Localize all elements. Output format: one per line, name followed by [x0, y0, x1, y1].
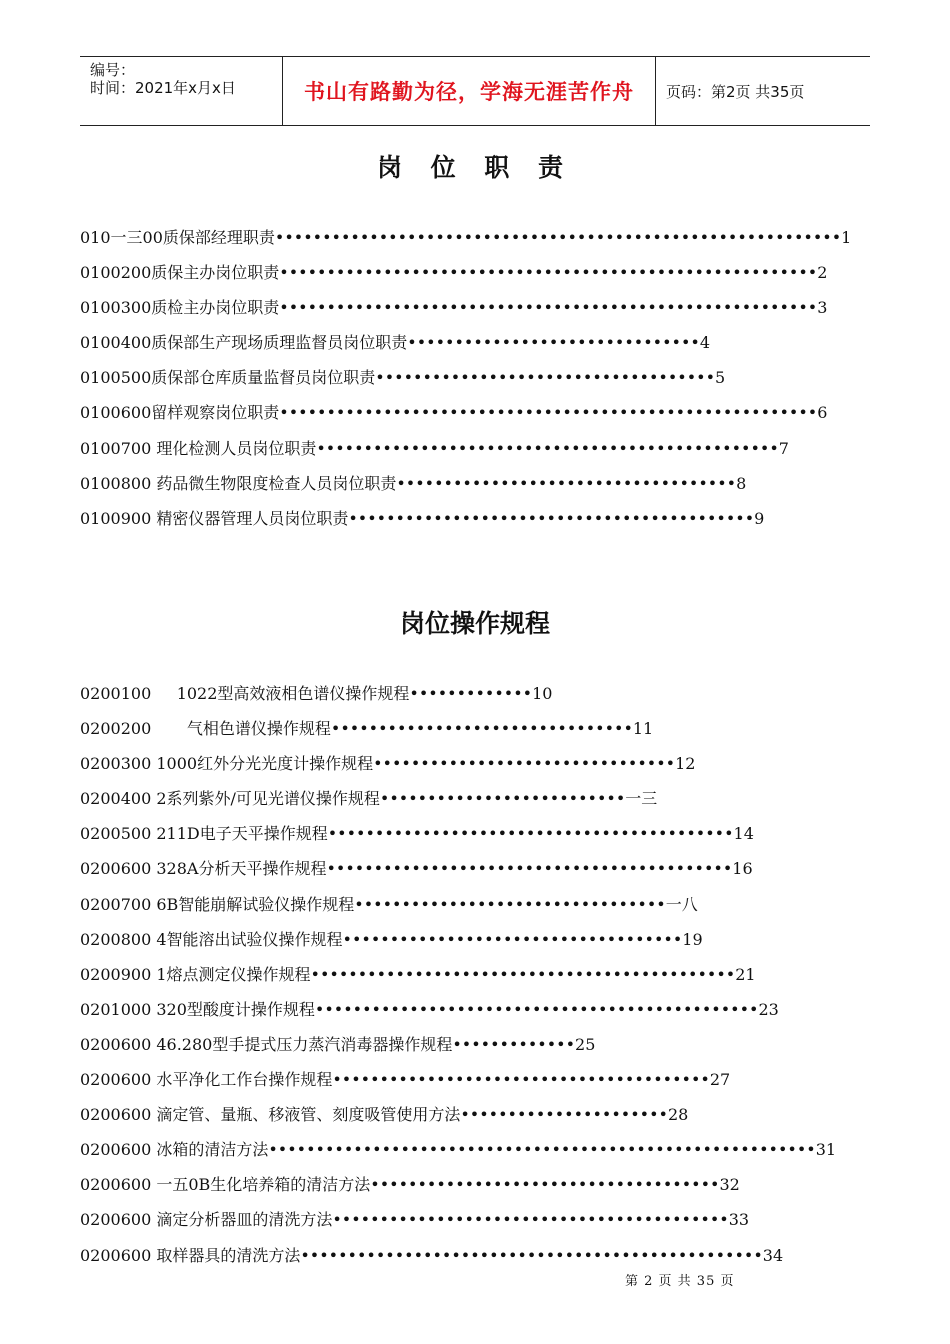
toc-entry-code: 0200600	[80, 1175, 157, 1195]
toc-entry[interactable]	[80, 259, 851, 294]
toc-entry[interactable]	[80, 1136, 836, 1171]
toc-entry-page: 27	[709, 1070, 731, 1090]
toc-entry-name: 留样观察岗位职责	[151, 403, 280, 423]
toc-entry[interactable]	[80, 224, 851, 259]
toc-entry-name: 320型酸度计操作规程	[156, 999, 315, 1019]
toc-entry-page: 一三	[625, 789, 658, 809]
toc-entry-code: 0200900	[80, 964, 157, 984]
toc-entry-code: 0100700	[80, 438, 157, 458]
toc-entry-code: 0200600	[80, 859, 157, 879]
document-number-label: 编号：	[90, 61, 136, 79]
toc-entry-page: 9	[754, 508, 765, 528]
toc-entry-name: 冰箱的清洁方法	[156, 1140, 269, 1160]
toc-entry-dots: ••••••••••••••••••••••••••••••••••••••••••••••••••••••••••	[268, 1140, 816, 1160]
header-meta	[80, 57, 282, 125]
toc-entry-dots: •••••••••••••••••••••••••••••••••••••••••••••	[310, 964, 736, 984]
toc-entry-code: 0200600	[80, 1105, 157, 1125]
toc-entry-page: 6	[817, 403, 828, 423]
section-title-operating-procedures: 岗位操作规程	[399, 609, 550, 638]
toc-entry-name: 2系列紫外/可见光谱仪操作规程	[156, 789, 380, 809]
toc-entry[interactable]	[80, 1066, 836, 1101]
toc-entry-name: 一五0B生化培养箱的清洁方法	[156, 1175, 371, 1195]
toc-entry-dots: •••••••••••••	[452, 1034, 576, 1054]
toc-entry-page: 32	[719, 1175, 740, 1195]
header-page-info: 页码：第2页 共35页	[666, 82, 805, 101]
toc-entry-page: 23	[758, 999, 779, 1019]
toc-entry-page: 8	[736, 473, 747, 493]
toc-entry[interactable]	[80, 926, 836, 961]
section-title-job-duties: 岗 位 职 责	[376, 153, 574, 182]
toc-entry-name: 328A分析天平操作规程	[156, 859, 327, 879]
toc-entry-name: 滴定分析器皿的清洗方法	[156, 1210, 333, 1230]
toc-entry-name: 4智能溶出试验仪操作规程	[156, 929, 343, 949]
toc-entry-name: 滴定管、量瓶、移液管、刻度吸管使用方法	[156, 1105, 461, 1125]
toc-entry-dots: ••••••••••••••••••••••••••••••••••••••••••	[332, 1210, 729, 1230]
toc-entry-dots: ••••••••••••••••••••••••••••••••	[330, 719, 633, 739]
toc-entry-name: 质检主办岗位职责	[151, 298, 280, 318]
toc-entry-code: 0200600	[80, 1140, 157, 1160]
toc-entry-page: 33	[728, 1210, 750, 1230]
toc-entry-dots: ••••••••••••••••••••••••••••••••••••	[342, 929, 683, 949]
toc-entry-page: 1	[841, 228, 852, 247]
toc-entry-code: 010一三00	[80, 228, 163, 247]
toc-entry-dots: ••••••••••••••••••••••••••••••••••••	[375, 368, 716, 388]
toc-entry[interactable]	[80, 785, 836, 820]
toc-entry-name: 精密仪器管理人员岗位职责	[156, 508, 349, 528]
toc-job-duties	[80, 224, 851, 540]
toc-entry-page: 4	[699, 333, 711, 353]
toc-entry-dots: •••••••••••••••••••••••••••••••••••••••••••••••	[314, 999, 759, 1019]
toc-entry-code: 0201000	[80, 999, 157, 1019]
page-footer: 第 2 页 共 35 页	[625, 1274, 735, 1289]
toc-entry-name: 取样器具的清洗方法	[156, 1245, 301, 1265]
toc-entry-name: 理化检测人员岗位职责	[156, 438, 317, 458]
toc-entry-name: 211D电子天平操作规程	[156, 824, 328, 844]
toc-entry-dots: •••••••••••••••••••••••••••••••••••••	[370, 1175, 720, 1195]
toc-entry-code: 0100500	[80, 368, 152, 388]
toc-entry-name: 1000红外分光光度计操作规程	[156, 754, 374, 774]
toc-entry-code: 0100200	[80, 263, 152, 283]
toc-entry-page: 14	[733, 824, 754, 844]
toc-entry[interactable]	[80, 680, 836, 715]
toc-entry[interactable]	[80, 435, 851, 470]
toc-entry[interactable]	[80, 961, 836, 996]
toc-entry-dots: •••••••••••••••••••••••••••••••••••••••••••••••••••••••••	[279, 263, 818, 283]
toc-entry-dots: •••••••••••••••••••••••••••••••••••••••••••	[326, 859, 733, 879]
toc-entry-dots: •••••••••••••••••••••••••••••••••••••••••••	[348, 508, 755, 528]
toc-entry-name: 质保主办岗位职责	[151, 263, 280, 283]
toc-entry[interactable]	[80, 1206, 836, 1241]
toc-entry-dots: •••••••••••••••••••••••••••••••••••••••••••••••••	[300, 1245, 763, 1265]
toc-entry-name: 1022型高效液相色谱仪操作规程	[176, 684, 410, 703]
toc-entry-dots: ••••••••••••••••••••••••••••••••	[373, 754, 676, 774]
toc-entry-page: 11	[632, 719, 654, 739]
toc-entry-name: 46.280型手提式压力蒸汽消毒器操作规程	[156, 1034, 453, 1054]
toc-entry-name: 质保部仓库质量监督员岗位职责	[151, 368, 376, 388]
toc-entry[interactable]	[80, 715, 836, 750]
toc-entry-dots: ••••••••••••••••••••••	[460, 1105, 668, 1125]
toc-entry[interactable]	[80, 364, 851, 399]
toc-entry-code: 0200600	[80, 1245, 157, 1265]
toc-entry-code: 0100600	[80, 403, 152, 423]
toc-entry-code: 0100900	[80, 508, 157, 528]
toc-entry-code: 0100300	[80, 298, 152, 318]
toc-entry-name: 水平净化工作台操作规程	[156, 1070, 333, 1090]
toc-entry[interactable]	[80, 294, 851, 329]
toc-entry[interactable]	[80, 750, 836, 785]
toc-entry-code: 0200100	[80, 684, 177, 703]
toc-entry-page: 5	[715, 368, 726, 388]
toc-entry-code: 0200700	[80, 894, 157, 914]
toc-entry-page: 34	[762, 1245, 784, 1265]
toc-entry[interactable]	[80, 1101, 836, 1136]
toc-entry-page: 31	[815, 1140, 837, 1160]
toc-entry-dots: ••••••••••••••••••••••••••••••••••••••••	[332, 1070, 710, 1090]
toc-entry-code: 0200600	[80, 1034, 157, 1054]
toc-entry-dots: •••••••••••••	[409, 684, 533, 703]
toc-entry-dots: ••••••••••••••••••••••••••••••••••••••••••••••••••••••••••••	[274, 228, 842, 247]
toc-entry-code: 0200300	[80, 754, 157, 774]
toc-entry-code: 0200500	[80, 824, 157, 844]
toc-entry-name: 质保部经理职责	[162, 228, 275, 247]
toc-entry-page: 21	[735, 964, 756, 984]
toc-entry-name: 药品微生物限度检查人员岗位职责	[156, 473, 397, 493]
toc-entry[interactable]	[80, 996, 836, 1031]
toc-entry-name: 气相色谱仪操作规程	[186, 719, 331, 739]
toc-entry-code: 0200600	[80, 1070, 157, 1090]
toc-entry-page: 12	[675, 754, 696, 774]
toc-entry-code: 0100800	[80, 473, 157, 493]
toc-entry[interactable]	[80, 399, 851, 434]
toc-entry-code: 0200600	[80, 1210, 157, 1230]
toc-entry-name: 质保部生产现场质理监督员岗位职责	[151, 333, 408, 353]
toc-operating-procedures	[80, 680, 836, 1277]
toc-entry-dots: •••••••••••••••••••••••••••••••••••••••••••••••••	[316, 438, 779, 458]
document-time-label: 时间：2021年x月x日	[90, 79, 236, 97]
toc-entry-dots: •••••••••••••••••••••••••••••••••••••••••••••••••••••••••	[279, 403, 818, 423]
toc-entry-page: 一八	[665, 894, 698, 914]
toc-entry-code: 0200200	[80, 719, 187, 739]
toc-entry-dots: ••••••••••••••••••••••••••	[379, 789, 626, 809]
toc-entry[interactable]	[80, 820, 836, 855]
page-header	[80, 56, 870, 126]
header-motto: 书山有路勤为径，学海无涯苦作舟	[282, 57, 656, 125]
toc-entry-dots: •••••••••••••••••••••••••••••••	[407, 333, 700, 353]
toc-entry[interactable]	[80, 1031, 836, 1066]
toc-entry-dots: •••••••••••••••••••••••••••••••••	[354, 894, 666, 914]
toc-entry-page: 7	[778, 438, 789, 458]
toc-entry-dots: ••••••••••••••••••••••••••••••••••••	[396, 473, 737, 493]
toc-entry-page: 3	[817, 298, 828, 318]
toc-entry[interactable]	[80, 1171, 836, 1206]
toc-entry-page: 10	[532, 684, 553, 703]
toc-entry-page: 25	[575, 1034, 596, 1054]
toc-entry-dots: •••••••••••••••••••••••••••••••••••••••••••••••••••••••••	[279, 298, 818, 318]
toc-entry-page: 28	[667, 1105, 689, 1125]
toc-entry-code: 0100400	[80, 333, 152, 353]
toc-entry-name: 1熔点测定仪操作规程	[156, 964, 311, 984]
toc-entry-code: 0200800	[80, 929, 157, 949]
toc-entry[interactable]	[80, 329, 851, 364]
toc-entry[interactable]	[80, 470, 851, 505]
toc-entry[interactable]	[80, 505, 851, 540]
toc-entry[interactable]	[80, 891, 836, 926]
toc-entry[interactable]	[80, 855, 836, 890]
toc-entry-name: 6B智能崩解试验仪操作规程	[156, 894, 355, 914]
toc-entry-code: 0200400	[80, 789, 157, 809]
toc-entry-page: 19	[682, 929, 703, 949]
toc-entry-dots: •••••••••••••••••••••••••••••••••••••••••••	[327, 824, 734, 844]
toc-entry-page: 16	[732, 859, 753, 879]
toc-entry-page: 2	[817, 263, 828, 283]
